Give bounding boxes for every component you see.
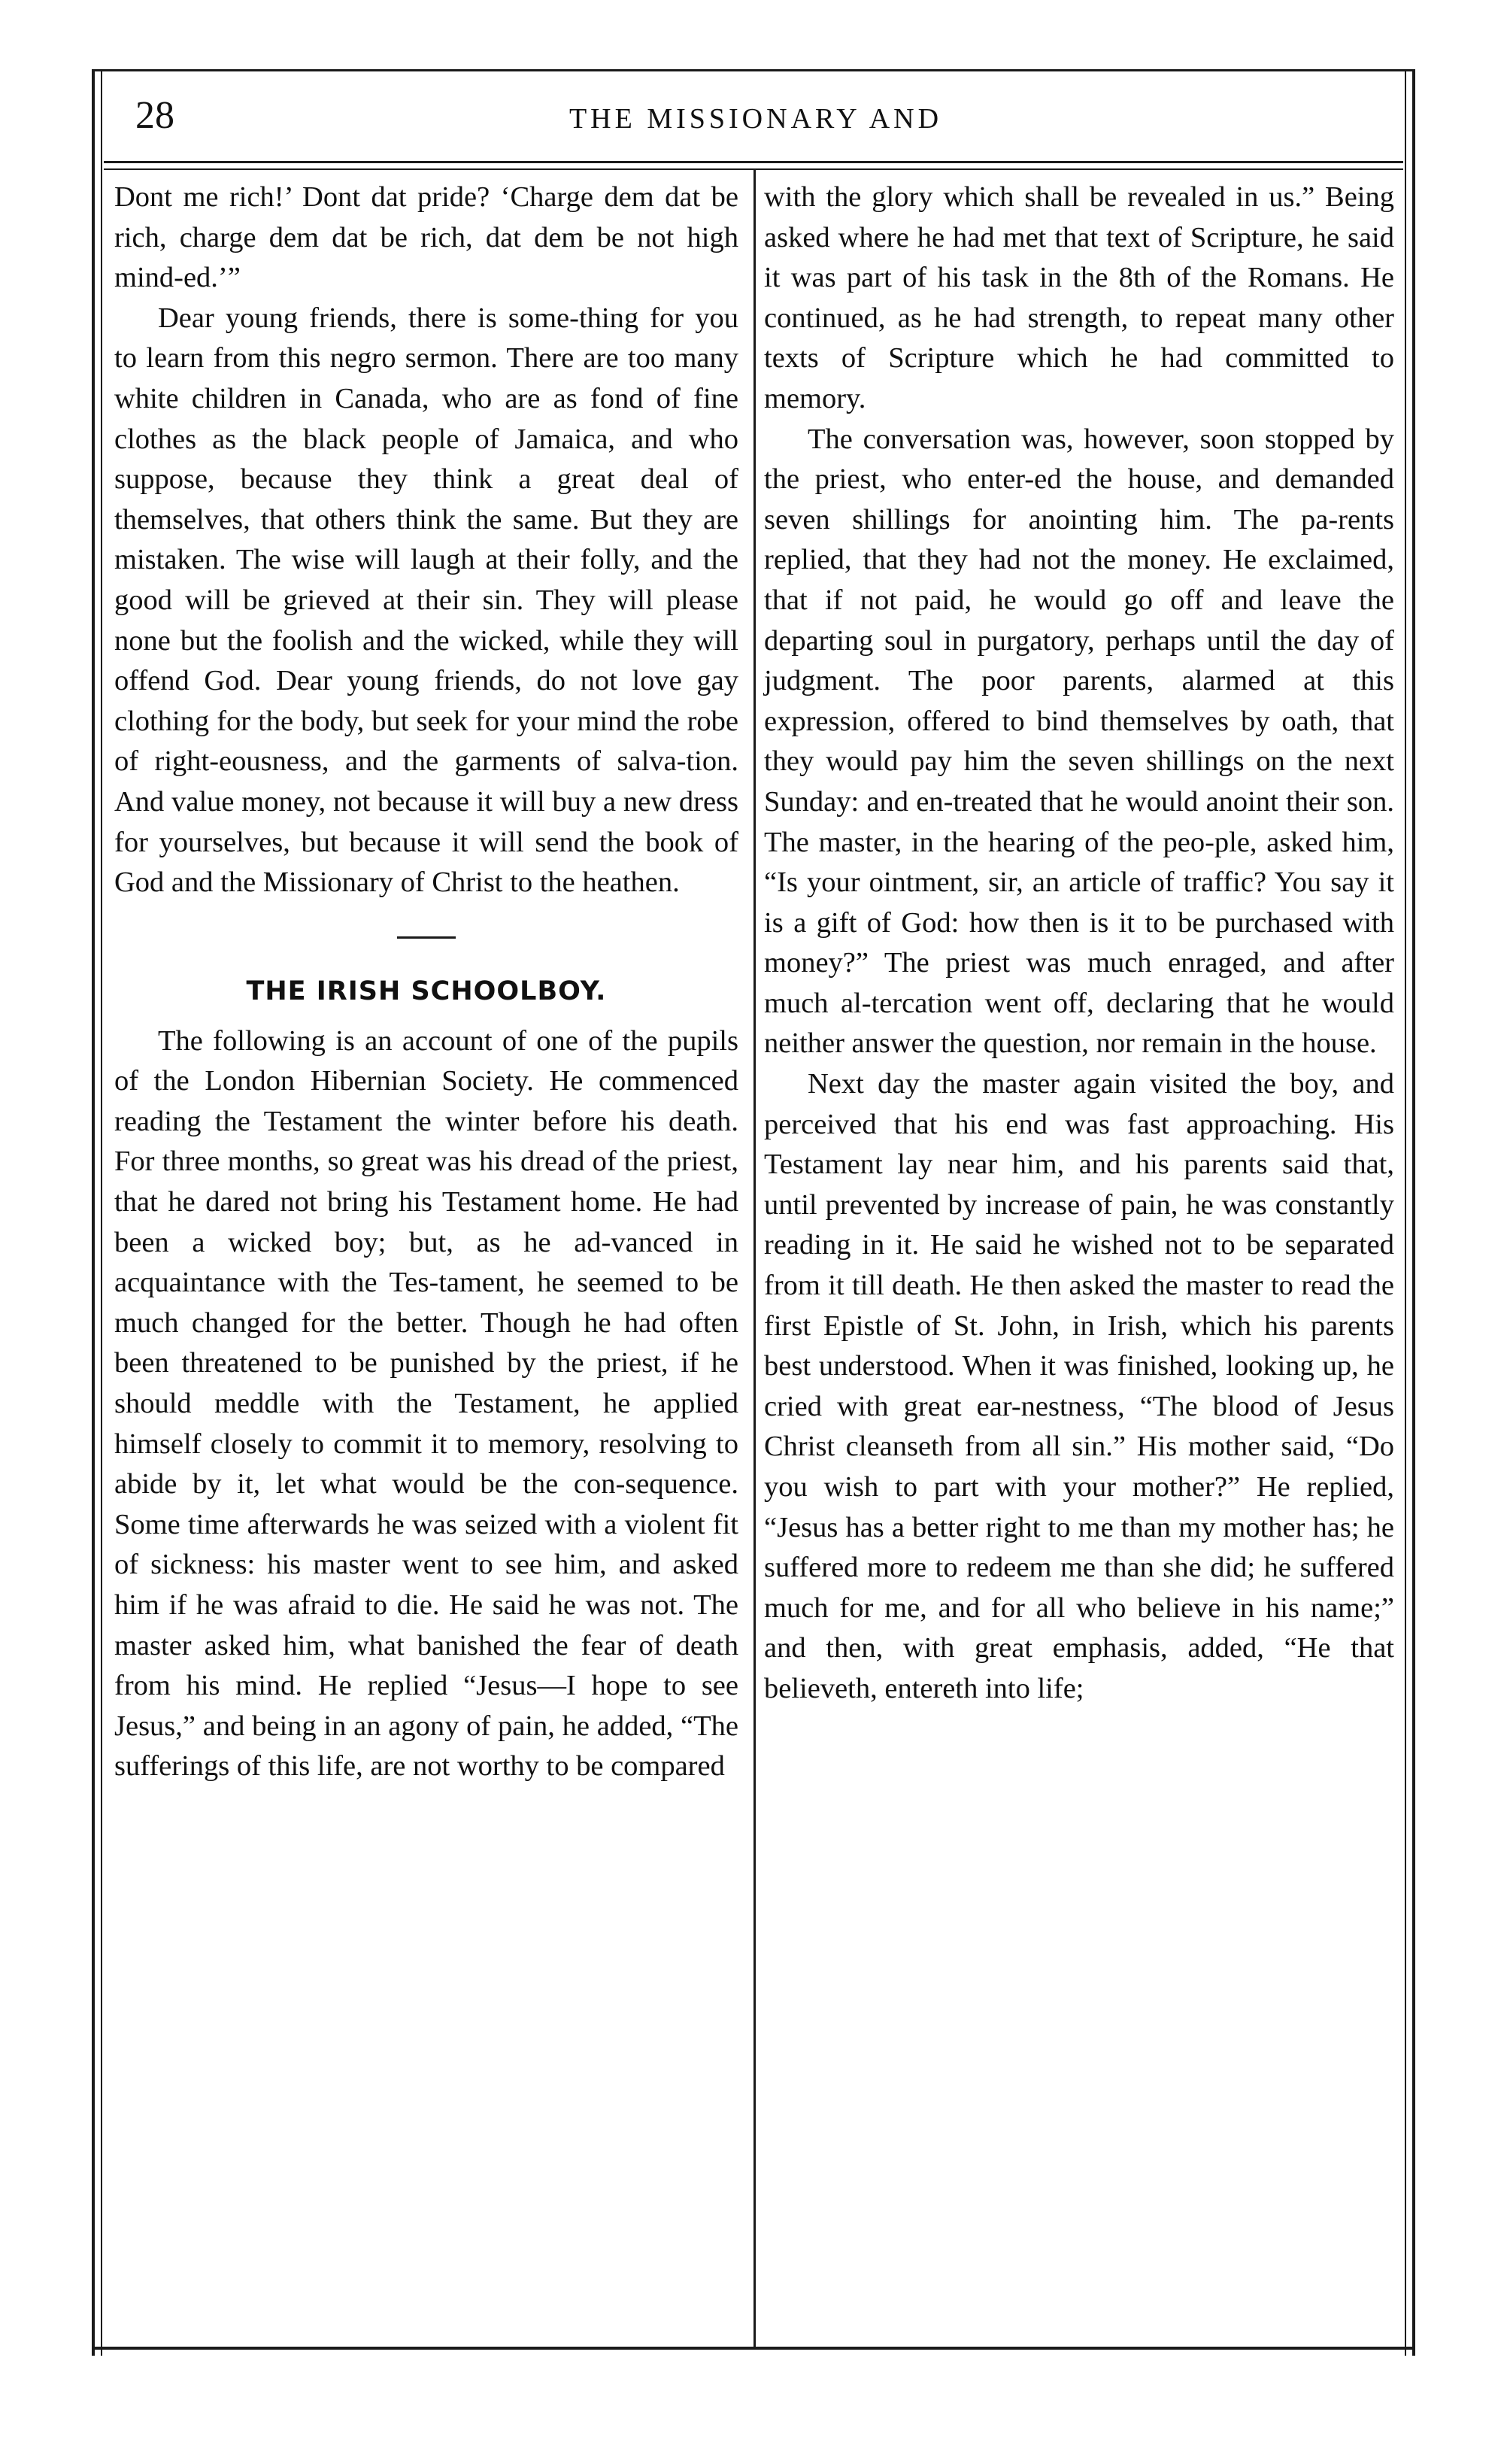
left-paragraph-3: The following is an account of one of the pupils of the London Hibernian Society. He commenced reading the Testament the winter before his death. For three months, so great was his dread of the priest, that he dared not bring his Testament home. He had been a wicked boy; but, as he ad-vanced in acquaintance with the Tes-tament, he seemed to be much changed for the better. Though he had often been threatened to be punished by the priest, if he should meddle with the Testament, he applied himself closely to commit it to memory, resolving to abide by it, let what would be the con-sequence. Some time afterwards he was seized with a violent fit of sickness: his master went to see him, and asked him if he was afraid to die. He said he was not. The master asked him, what banished the fear of death from his mind. He replied “Jesus—I hope to see Jesus,” and being in an agony of pain, he added, “The sufferings of this life, are not worthy to be compared: [114, 1024, 738, 1783]
page-header: [113, 90, 1399, 143]
frame-inner-right-rule: [1405, 69, 1406, 2356]
right-paragraph-3: Next day the master again visited the boy, and perceived that his end was fast approaching. His Testament lay near him, and his parents said that, until prevented by increase of pain, he was constantly reading in it. He said he wished not to be separated from it till death. He then asked the master to read the first Epistle of St. John, in Irish, which his parents best understood. When it was finished, looking up, he cried with great ear-nestness, “The blood of Jesus Christ cleanseth from all sin.” His mother said, “Do you wish to part with your mother?” He replied, “Jesus has a better right to me than my mother has; he suffered more to redeem me than she did; he suffered much for me, and for all who believe in his name;” and then, with great emphasis, added, “He that believeth, entereth into life;: [764, 1068, 1394, 1704]
section-title: THE IRISH SCHOOLBOY.: [246, 976, 607, 1006]
right-column: [764, 178, 1394, 1710]
header-rule: [104, 161, 1403, 163]
right-paragraph-2: The conversation was, however, soon stopped by the priest, who enter-ed the house, and demanded seven shillings for anointing him. The pa-rents replied, that they had not the money. He exclaimed, that if not paid, he would go off and leave the departing soul in purgatory, perhaps until the day of judgment. The poor parents, alarmed at this expression, offered to bind themselves by oath, that they would pay him the seven shillings on the next Sunday: and en-treated that he would anoint their son. The master, in the hearing of the peo-ple, asked him, “Is your ointment, sir, an article of traffic? You say it is a gift of God: how then is it to be purchased with money?” The priest was much enraged, and after much al-tercation went off, declaring that he would neither answer the question, nor remain in the house.: [764, 423, 1394, 1060]
right-paragraph-1: with the glory which shall be revealed in us.” Being asked where he had met that text of Scripture, he said it was part of his task in the 8th of the Romans. He continued, as he had strength, to repeat many other texts of Scripture which he had committed to memory.: [764, 181, 1394, 414]
left-paragraph-2: Dear young friends, there is some-thing for you to learn from this negro sermon. There are too many white children in Canada, who are as fond of fine clothes as the black people of Jamaica, and who suppose, because they think a great deal of themselves, that others think the same. But they are mistaken. The wise will laugh at their folly, and the good will be grieved at their sin. They will please none but the foolish and the wicked, while they will offend God. Dear young friends, do not love gay clothing for the body, but seek for your mind the robe of right-eousness, and the garments of salva-tion. And value money, not because it will buy a new dress for yourselves, but because it will send the book of God and the Missionary of Christ to the heathen.: [114, 302, 738, 899]
top-rule: [92, 69, 1415, 71]
section-divider: [397, 936, 456, 939]
bottom-rule: [92, 2347, 1415, 2350]
left-column: [114, 178, 738, 1787]
page-number: 28: [135, 94, 174, 137]
left-paragraph-1: Dont me rich!’ Dont dat pride? ‘Charge dem dat be rich, charge dem dat be rich, dat dem be not high mind-ed.’”: [114, 181, 738, 294]
column-divider-rule: [753, 170, 756, 2348]
frame-inner-left-rule: [101, 69, 102, 2356]
running-head: THE MISSIONARY AND: [569, 103, 943, 135]
